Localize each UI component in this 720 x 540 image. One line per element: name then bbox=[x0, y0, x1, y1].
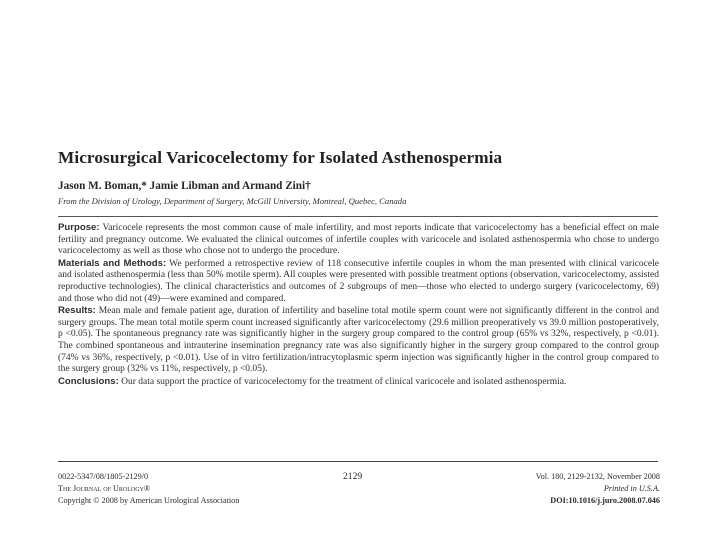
abstract-methods bbox=[58, 258, 659, 305]
paper-title: Microsurgical Varicocelectomy for Isolated Asthenospermia bbox=[58, 148, 503, 167]
abstract-top-rule bbox=[58, 216, 658, 217]
conclusions-text: Our data support the practice of varicocelectomy for the treatment of clinical varicocele and isolated asthenospermia. bbox=[121, 376, 567, 387]
printed-in: Printed in U.S.A. bbox=[603, 483, 660, 493]
abstract bbox=[58, 222, 659, 388]
methods-heading: Materials and Methods: bbox=[58, 257, 167, 269]
page-number: 2129 bbox=[343, 471, 363, 482]
purpose-text: Varicocele represents the most common cause of male infertility, and most reports indicate that varicocelectomy has a beneficial effect on male fertility and pregnancy outcome. We evaluated the clinical outcomes of infertile couples with varicocele and isolated asthenospermia who chose to undergo varicocelectomy as well as those who chose not to undergo the procedure. bbox=[58, 223, 659, 257]
volume-info: Vol. 180, 2129-2132, November 2008 bbox=[535, 472, 660, 481]
journal-name: The Journal of Urology® bbox=[58, 483, 151, 493]
abstract-conclusions bbox=[58, 376, 659, 389]
issn: 0022-5347/08/1805-2129/0 bbox=[58, 472, 149, 481]
conclusions-heading: Conclusions: bbox=[58, 375, 119, 387]
abstract-results bbox=[58, 305, 659, 376]
methods-text: We performed a retrospective review of 118 consecutive infertile couples in whom the man presented with clinical varicocele and isolated asthenospermia (less than 50% motile sperm). All couples were presented with possible treatment options (observation, varicocelectomy, assisted reproductive technologies). The clinical characteristics and outcomes of 2 subgroups of men—those who elected to undergo surgery (varicocelectomy, 69) and those who did not (49)—were examined and compared. bbox=[58, 258, 659, 304]
purpose-heading: Purpose: bbox=[58, 222, 100, 233]
doi: DOI:10.1016/j.juro.2008.07.046 bbox=[550, 495, 660, 505]
results-text: Mean male and female patient age, duration of infertility and baseline total motile sperm count were not significantly different in the control and surgery groups. The mean total motile sperm count increased significantly after varicocelectomy (29.6 million preoperatively vs 39.0 million postoperatively, p <0.05). The spontaneous pregnancy rate was significantly higher in the surgery group compared to the control group (65% vs 32%, respectively, p <0.01). The combined spontaneous and intrauterine insemination pregnancy rate was also significantly higher in the surgery group compared to the control group (74% vs 36%, respectively, p <0.01). Use of in vitro fertilization/intracytoplasmic sperm injection was significantly higher in the control group compared to the surgery group (32% vs 11%, respectively, p <0.05). bbox=[58, 306, 660, 375]
footer-rule bbox=[58, 461, 658, 462]
results-heading: Results: bbox=[58, 305, 96, 317]
copyright: Copyright © 2008 by American Urological Association bbox=[58, 495, 240, 505]
author-list: Jason M. Boman,* Jamie Libman and Armand Zini† bbox=[58, 180, 311, 192]
footer-right bbox=[458, 471, 660, 506]
affiliation: From the Division of Urology, Department of Surgery, McGill University, Montreal, Quebec, Canada bbox=[58, 196, 407, 206]
abstract-purpose bbox=[58, 222, 659, 258]
footer-left bbox=[58, 471, 318, 506]
